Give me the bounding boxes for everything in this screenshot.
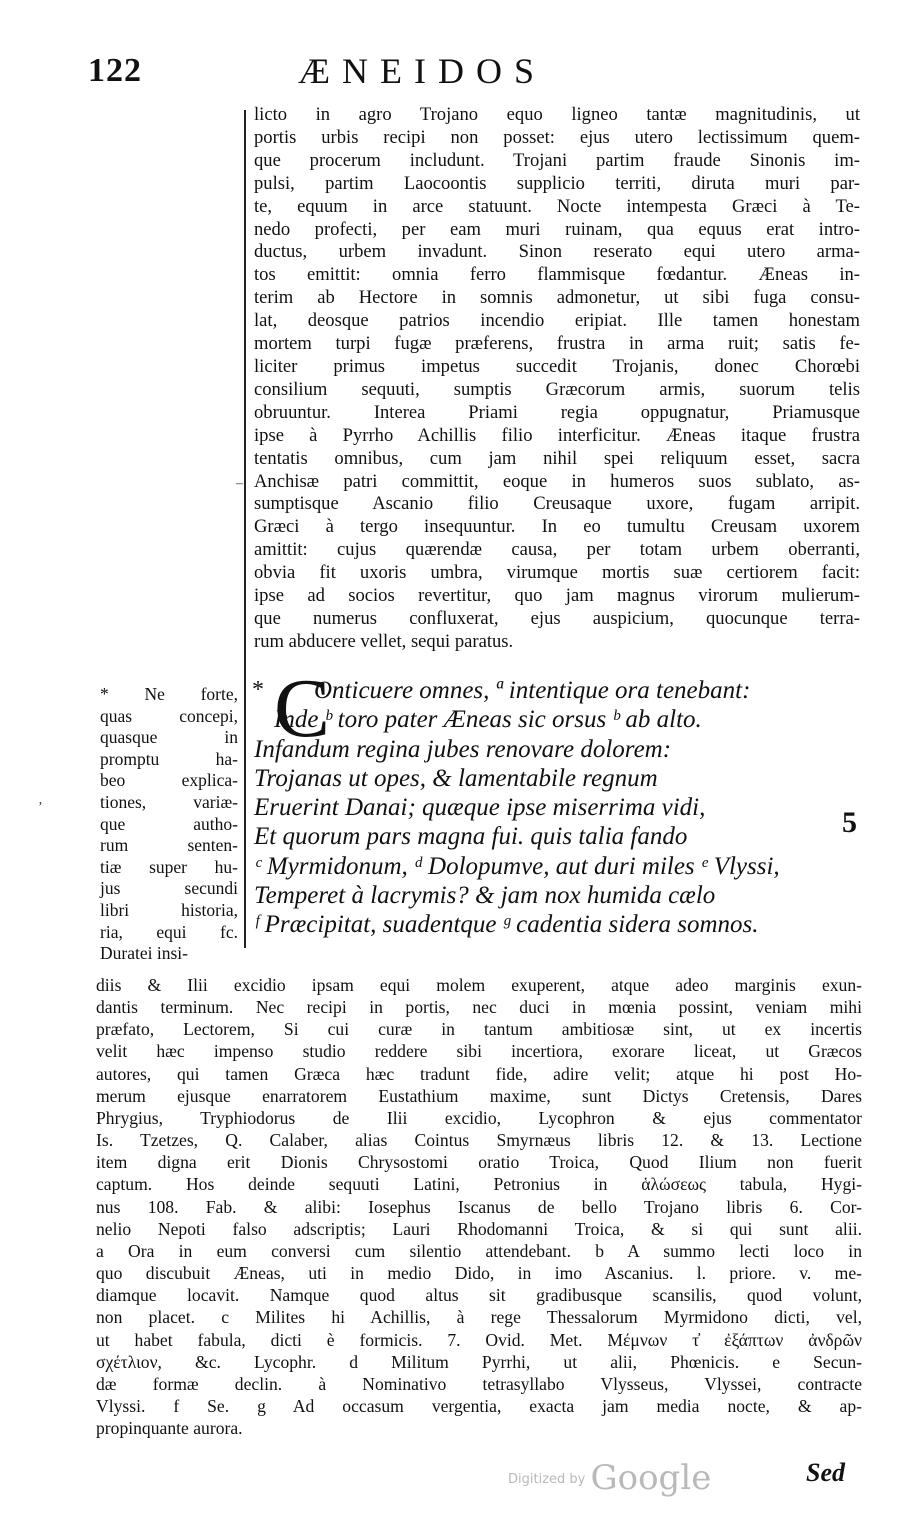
catchword: Sed (806, 1458, 845, 1487)
argument-line: liciter primus impetus succedit Trojanis, donec Chorœbi (254, 355, 860, 377)
margin-tick: – (236, 476, 243, 491)
commentary-line: item digna erit Dionis Chrysostomi oratio Troica, Quod Ilium non fuerit (96, 1152, 862, 1173)
commentary-line: captum. Hos deinde sequuti Latini, Petronius in ἁλώσεως tabula, Hygi- (96, 1174, 862, 1195)
argument-line: obruuntur. Interea Priami regia oppugnatur, Priamusque (254, 401, 860, 423)
commentary-line: nelio Nepoti falso adscriptis; Lauri Rhodomanni Troica, & si qui sunt alii. (96, 1218, 862, 1239)
commentary-line: dantis terminum. Nec recipi in portis, nec duci in mœnia possint, veniam mihi (96, 997, 862, 1018)
commentary-line: Vlyssi. f Se. g Ad occasum vergentia, exacta jam media nocte, & ap- (96, 1395, 862, 1416)
commentary-line: merum ejusque enarratorem Eustathium maxime, sunt Dictys Cretensis, Dares (96, 1085, 862, 1106)
verse-line: Eruerint Danai; quæque ipse miserrima vidi, (254, 794, 706, 822)
argument-line: ipse à Pyrrho Achillis filio interficitur. Æneas itaque frustra (254, 424, 860, 446)
commentary-line: præfato, Lectorem, Si cui curæ in tantum ambitiosæ sint, ut ex incertis (96, 1019, 862, 1040)
argument-line: Anchisæ patri committit, eoque in humeros suos sublato, as- (254, 470, 860, 492)
verse-line: Inde ᵇ toro pater Æneas sic orsus ᵇ ab alto. (274, 706, 702, 734)
argument-line: lat, deosque patrios incendio eripiat. Ille tamen honestam (254, 310, 860, 332)
verse-line: ᶠ Præcipitat, suadentque ᵍ cadentia sidera somnos. (254, 911, 759, 939)
argument-line: Græci à tergo insequuntur. In eo tumultu Creusam uxorem (254, 516, 860, 538)
argument-line: terim ab Hectore in somnis admonetur, ut sibi fuga consu- (254, 287, 860, 309)
argument-line: te, equum in arce statuunt. Nocte intempesta Græci à Te- (254, 195, 860, 217)
commentary-line: autores, qui tamen Græca hæc tradunt fide, adire velit; atque hi post Ho- (96, 1063, 862, 1084)
argument-paragraph (254, 104, 860, 654)
argument-line: amittit: cujus quærendæ causa, per totam urbem oberranti, (254, 539, 860, 561)
argument-line: rum abducere vellet, sequi paratus. (254, 630, 514, 652)
side-note-line: quasque in (100, 727, 238, 748)
argument-line: nedo profecti, per eam muri ruinam, qua equus erat intro- (254, 218, 860, 240)
running-title: ÆNEIDOS (298, 51, 547, 91)
verse-line: Temperet à lacrymis? & jam nox humida cælo (254, 882, 716, 910)
argument-line: licto in agro Trojano equo ligneo tantæ magnitudinis, ut (254, 104, 860, 125)
side-note-line: Duratei insi- (100, 943, 188, 964)
side-note-line: tiæ super hu- (100, 856, 238, 877)
margin-tick: ’ (38, 800, 43, 815)
watermark-prefix: Digitized by (508, 1472, 586, 1487)
verse-line: ᶜ Myrmidonum, ᵈ Dolopumve, aut duri miles ᵉ Vlyssi, (254, 852, 780, 880)
margin-line-number: 5 (842, 806, 857, 839)
argument-line: sumptisque Ascanio filio Creusaque uxore, fugam arripit. (254, 493, 860, 515)
argument-line: mortem turpi fugæ præferens, frustra in arma ruit; satis fe- (254, 333, 860, 355)
column-rule (244, 110, 246, 948)
argument-line: portis urbis recipi non posset: ejus utero lectissimum quem- (254, 126, 860, 148)
watermark-brand: Google (590, 1458, 712, 1498)
verse-note-star: * (252, 677, 264, 703)
commentary-line: Is. Tzetzes, Q. Calaber, alias Cointus Smyrnæus libris 12. & 13. Lectione (96, 1130, 862, 1151)
argument-line: ductus, urbem invadunt. Sinon reserato equi utero arma- (254, 241, 860, 263)
side-note-line: beo explica- (100, 770, 238, 791)
page-number: 122 (88, 52, 142, 89)
verse-line: Infandum regina jubes renovare dolorem: (254, 735, 672, 763)
verse-block (252, 662, 864, 940)
side-note-line: ria, equi fc. (100, 921, 238, 942)
commentary-line: ut habet fabula, dicti è formicis. 7. Ovid. Met. Μέμνων τ̓ ἐξάπτων ἀνδρῶν (96, 1329, 862, 1350)
verse-line: Trojanas ut opes, & lamentabile regnum (254, 764, 658, 792)
side-note-line: quas concepi, (100, 705, 238, 726)
side-note-line: * Ne forte, (100, 684, 238, 704)
side-note (100, 684, 238, 965)
argument-line: ipse ad socios revertitur, quo jam magnus virorum mulierum- (254, 585, 860, 607)
argument-line: tos emittit: omnia ferro flammisque fœdantur. Æneas in- (254, 264, 860, 286)
commentary-line: diis & Ilii excidio ipsam equi molem exuperent, atque adeo marginis exun- (96, 975, 862, 995)
commentary-line: a Ora in eum conversi cum silentio attendebant. b A summo lecti loco in (96, 1240, 862, 1261)
side-note-line: rum senten- (100, 835, 238, 856)
drop-cap: C (274, 662, 331, 755)
commentary-line: diamque locavit. Namque quod altus sit gradibusque scansilis, quod volunt, (96, 1285, 862, 1306)
commentary-line: velit hæc impenso studio reddere sibi incertiora, exorare liceat, ut Græcos (96, 1041, 862, 1062)
commentary-line: Phrygius, Tryphiodorus de Ilii excidio, Lycophron & ejus commentator (96, 1107, 862, 1128)
side-note-line: tiones, variæ- (100, 791, 238, 812)
argument-line: consilium sequuti, sumptis Græcorum armis, suorum telis (254, 378, 860, 400)
commentary-notes (96, 974, 862, 1439)
commentary-line: σχέτλιον, &c. Lycophr. d Militum Pyrrhi, ut alii, Phœnicis. e Secun- (96, 1351, 862, 1372)
commentary-line: non placet. c Milites hi Achillis, à rege Thessalorum Myrmidono dicti, vel, (96, 1307, 862, 1328)
commentary-line: quo discubuit Æneas, uti in medio Dido, in imo Ascanius. l. priore. v. me- (96, 1263, 862, 1284)
side-note-line: libri historia, (100, 899, 238, 920)
commentary-line: dæ formæ declin. à Nominativo tetrasyllabo Vlysseus, Vlyssei, contracte (96, 1373, 862, 1394)
side-note-line: promptu ha- (100, 748, 238, 769)
side-note-line: que autho- (100, 813, 238, 834)
verse-line: Et quorum pars magna fui. quis talia fando (254, 823, 688, 851)
argument-line: tentatis omnibus, cum jam nihil spei reliquum esset, sacra (254, 447, 860, 469)
commentary-line: propinquante aurora. (96, 1418, 243, 1439)
argument-line: que numerus confluxerat, ejus auspicium, quocunque terra- (254, 607, 860, 629)
argument-line: obvia fit uxoris umbra, virumque mortis suæ certiorem facit: (254, 562, 860, 584)
side-note-line: jus secundi (100, 878, 238, 899)
argument-line: pulsi, partim Laocoontis supplicio territi, diruta muri par- (254, 172, 860, 194)
argument-line: que procerum includunt. Trojani partim fraude Sinonis im- (254, 149, 860, 171)
digitized-watermark (508, 1458, 711, 1498)
commentary-line: nus 108. Fab. & alibi: Iosephus Iscanus de bello Trojano libris 6. Cor- (96, 1196, 862, 1217)
verse-line: Onticuere omnes, ª intentique ora tenebant: (314, 677, 751, 704)
